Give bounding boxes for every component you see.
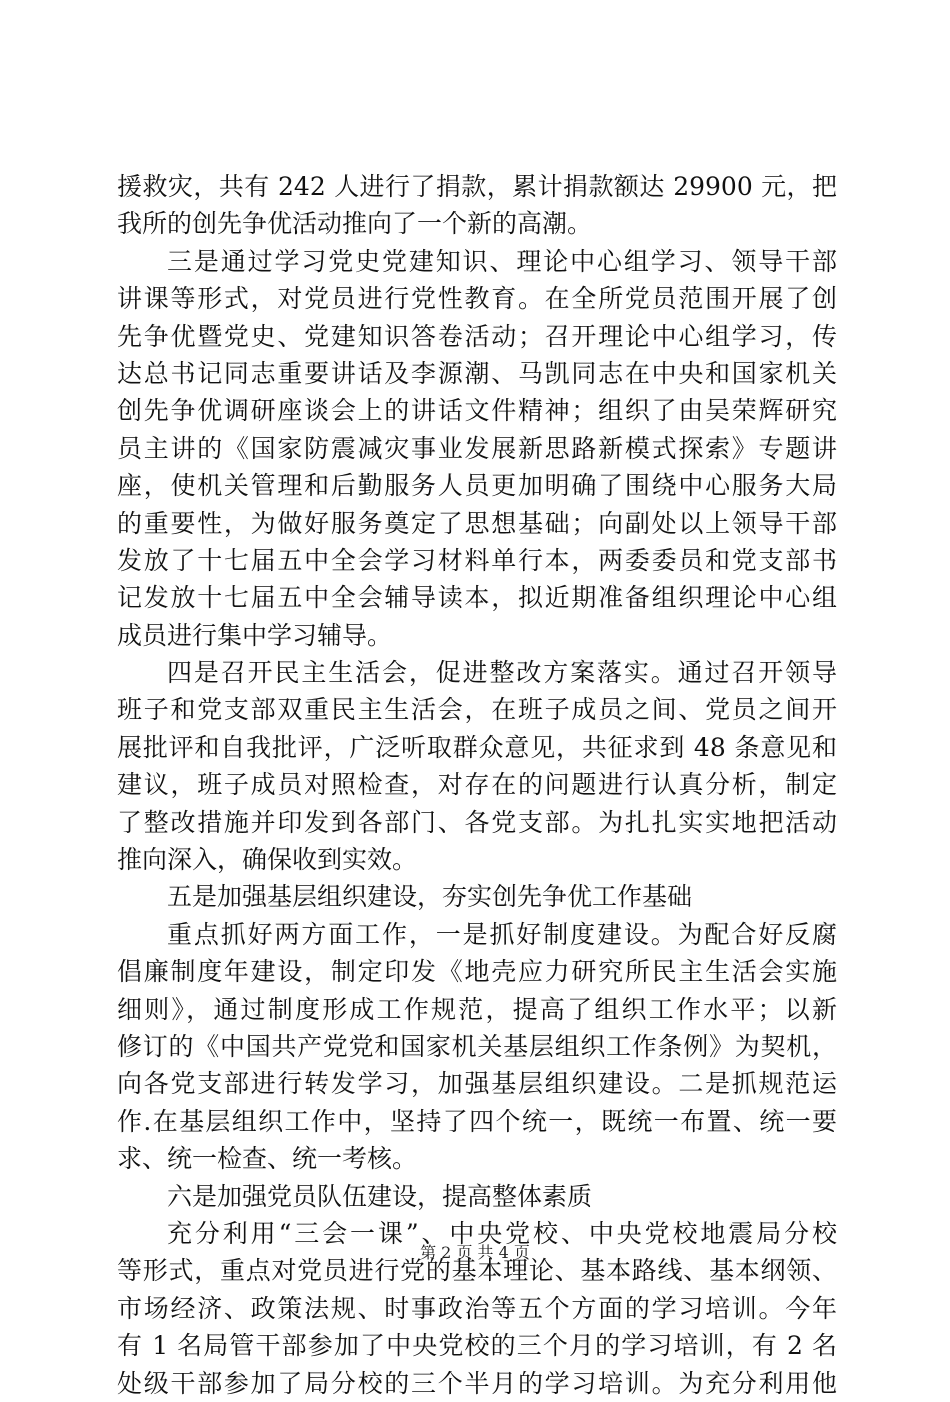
text-line: 发放了十七届五中全会学习材料单行本，两委委员和党支部书 [117, 545, 837, 575]
text-line: 市场经济、政策法规、时事政治等五个方面的学习培训。今年 [117, 1293, 837, 1323]
body-text [117, 168, 837, 1402]
text-line: 求、统一检查、统一考核。 [117, 1144, 418, 1174]
text-line: 处级干部参加了局分校的三个半月的学习培训。为充分利用他 [117, 1368, 837, 1398]
page-number-footer: 第 2 页 共 4 页 [420, 1243, 530, 1262]
text-line: 三是通过学习党史党建知识、理论中心组学习、领导干部 [167, 246, 837, 276]
text-line: 倡廉制度年建设，制定印发《地壳应力研究所民主生活会实施 [117, 957, 837, 987]
text-line: 我所的创先争优活动推向了一个新的高潮。 [117, 209, 593, 239]
text-line: 细则》，通过制度形成工作规范，提高了组织工作水平；以新 [117, 994, 837, 1024]
text-line: 讲课等形式，对党员进行党性教育。在全所党员范围开展了创 [117, 284, 837, 314]
text-line: 建议，班子成员对照检查，对存在的问题进行认真分析，制定 [117, 770, 837, 800]
text-line: 向各党支部进行转发学习，加强基层组织建设。二是抓规范运 [117, 1069, 837, 1099]
text-line: 座，使机关管理和后勤服务人员更加明确了围绕中心服务大局 [117, 471, 837, 501]
section-heading: 五是加强基层组织建设，夯实创先争优工作基础 [167, 882, 693, 912]
text-line: 成员进行集中学习辅导。 [117, 620, 393, 650]
text-line: 了整改措施并印发到各部门、各党支部。为扎扎实实地把活动 [117, 807, 837, 837]
text-line: 员主讲的《国家防震减灾事业发展新思路新模式探索》专题讲 [117, 433, 837, 463]
text-line: 作.在基层组织工作中，坚持了四个统一，既统一布置、统一要 [117, 1106, 837, 1136]
text-line: 创先争优调研座谈会上的讲话文件精神；组织了由吴荣辉研究 [117, 396, 837, 426]
text-line: 达总书记同志重要讲话及李源潮、马凯同志在中央和国家机关 [117, 358, 837, 388]
text-line: 有 1 名局管干部参加了中央党校的三个月的学习培训，有 2 名 [117, 1331, 837, 1361]
text-line: 修订的《中国共产党党和国家机关基层组织工作条例》为契机， [117, 1031, 837, 1061]
text-line: 四是召开民主生活会，促进整改方案落实。通过召开领导 [167, 658, 837, 688]
text-line: 援救灾，共有 242 人进行了捐款，累计捐款额达 29900 元，把 [117, 172, 837, 201]
text-line: 推向深入，确保收到实效。 [117, 845, 418, 875]
text-line: 记发放十七届五中全会辅导读本，拟近期准备组织理论中心组 [117, 583, 837, 613]
text-line: 的重要性，为做好服务奠定了思想基础；向副处以上领导干部 [117, 508, 837, 538]
text-line: 展批评和自我批评，广泛听取群众意见，共征求到 48 条意见和 [117, 732, 837, 762]
section-heading: 六是加强党员队伍建设，提高整体素质 [167, 1181, 593, 1211]
text-line: 等形式，重点对党员进行党的基本理论、基本路线、基本纲领、 [117, 1256, 837, 1286]
text-line: 充分利用“三会一课”、中央党校、中央党校地震局分校 [167, 1218, 837, 1248]
text-line: 先争优暨党史、党建知识答卷活动；召开理论中心组学习，传 [117, 321, 837, 351]
text-line: 重点抓好两方面工作，一是抓好制度建设。为配合好反腐 [167, 919, 837, 949]
text-line: 班子和党支部双重民主生活会，在班子成员之间、党员之间开 [117, 695, 837, 725]
